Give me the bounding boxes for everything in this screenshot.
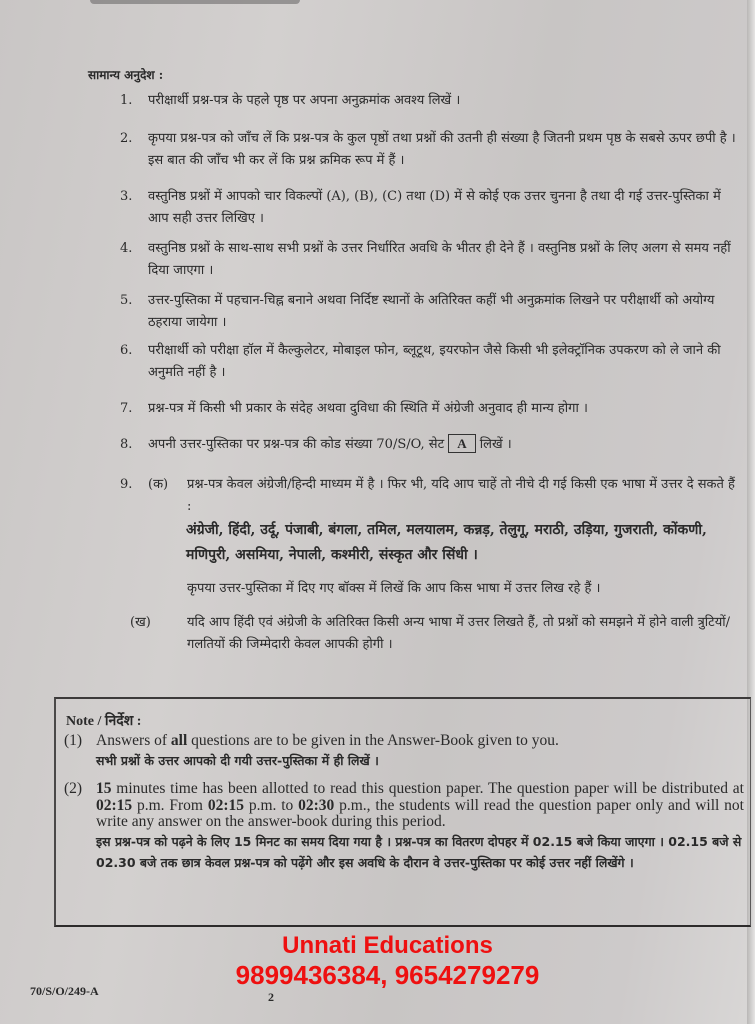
instruction-3: 3. वस्तुनिष्ठ प्रश्नों में आपको चार विकल्पों (A), (B), (C) तथा (D) में से कोई एक उत्तर चुनना है तथा दी गई उत्तर-पुस्तिका में आप सही उत्तर लिखिए । [120,189,721,226]
note-item-2: (2) 15 minutes time has been allotted to read this question paper. The question paper will be distributed at 02:15 p.m. From 02:15 p.m. to 02:30 p.m., the students will read the question paper only and will not write any answer on the answer-book during this period. इस प्रश्न-पत्र को पढ़ने के लिए 15 मिनट का समय दिया गया है । प्रश्न-पत्र का वितरण दोपहर में 02.15 बजे किया जाएगा । 02.15 बजे से 02.30 बजे तक छात्र केवल प्रश्न-पत्र को पढ़ेंगे और इस अवधि के दौरान वे उत्तर-पुस्तिका पर कोई उत्तर नहीं लिखेंगे । [64,781,744,873]
instruction-6: 6. परीक्षार्थी को परीक्षा हॉल में कैल्कुलेटर, मोबाइल फोन, ब्लूटूथ, इयरफोन जैसे किसी भी इलेक्ट्रॉनिक उपकरण को ले जाने की अनुमति नहीं है । [120,343,721,380]
instruction-9a-note: कृपया उत्तर-पुस्तिका में दिए गए बॉक्स में लिखें कि आप किस भाषा में उत्तर लिख रहे हैं । [187,581,601,596]
instruction-4: 4. वस्तुनिष्ठ प्रश्नों के साथ-साथ सभी प्रश्नों के उत्तर निर्धारित अवधि के भीतर ही देने हैं । वस्तुनिष्ठ प्रश्नों के लिए अलग से समय नहीं दिया जाएगा । [120,241,731,278]
watermark-phones: 9899436384, 9654279279 [235,960,540,990]
watermark-name: Unnati Educations [282,932,493,959]
note-box [54,697,751,927]
instruction-2: 2. कृपया प्रश्न-पत्र को जाँच लें कि प्रश्न-पत्र के कुल पृष्ठों तथा प्रश्नों की उतनी ही संख्या है जितनी प्रथम पृष्ठ के सबसे ऊपर छपी है । इस बात की जाँच भी कर लें कि प्रश्न क्रमिक रूप में हैं । [120,131,736,168]
set-code-box: A [448,434,475,453]
page-number: 2 [268,990,274,1004]
instruction-7: 7. प्रश्न-पत्र में किसी भी प्रकार के संदेह अथवा दुविधा की स्थिति में अंग्रेजी अनुवाद ही मान्य होगा । [120,401,588,416]
general-instructions-heading: सामान्य अनुदेश : [88,68,164,82]
instruction-8: 8. अपनी उत्तर-पुस्तिका पर प्रश्न-पत्र की कोड संख्या 70/S/O, सेट A लिखें । [120,436,512,452]
instruction-5: 5. उत्तर-पुस्तिका में पहचान-चिह्न बनाने अथवा निर्दिष्ट स्थानों के अतिरिक्त कहीं भी अनुक्रमांक लिखने पर परीक्षार्थी को अयोग्य ठहराया जायेगा । [120,293,715,330]
paper-code: 70/S/O/249-A [30,984,99,998]
instruction-8-text: अपनी उत्तर-पुस्तिका पर प्रश्न-पत्र की कोड संख्या 70/S/O, सेट [148,437,445,452]
note-item-1-hindi: सभी प्रश्नों के उत्तर आपको दी गयी उत्तर-पुस्तिका में ही लिखें । [96,752,379,768]
language-list: अंग्रेजी, हिंदी, उर्दू, पंजाबी, बंगला, तमिल, मलयालम, कन्नड़, तेलुगू, मराठी, उड़िया, गुजराती, कोंकणी, मणिपुरी, असमिया, नेपाली, कश्मीरी, संस्कृत और सिंधी । [186,522,707,563]
instruction-9a: 9. (क) प्रश्न-पत्र केवल अंग्रेजी/हिन्दी माध्यम में है । फिर भी, यदि आप चाहें तो नीचे दी गई किसी एक भाषा में उत्तर दे सकते हैं : [120,477,735,514]
instruction-9b: (ख) यदि आप हिंदी एवं अंग्रेजी के अतिरिक्त किसी अन्य भाषा में उत्तर लिखते हैं, तो प्रश्नों को समझने में होने वाली त्रुटियों/गलतियों की जिम्मेदारी केवल आपकी होगी । [130,615,731,652]
instruction-8-text-after: लिखें । [479,437,512,452]
note-item-1: (1) Answers of all questions are to be given in the Answer-Book given to you. सभी प्रश्नों के उत्तर आपको दी गयी उत्तर-पुस्तिका में ही लिखें । [64,733,744,771]
note-item-2-hindi: इस प्रश्न-पत्र को पढ़ने के लिए 15 मिनट का समय दिया गया है । प्रश्न-पत्र का वितरण दोपहर में 02.15 बजे किया जाएगा । 02.15 बजे से 02.30 बजे तक छात्र केवल प्रश्न-पत्र को पढ़ेंगे और इस अवधि के दौरान वे उत्तर-पुस्तिका पर कोई उत्तर नहीं लिखेंगे । [96,833,742,870]
note-title: Note / निर्देश : [66,714,142,729]
page-edge-shadow [90,0,300,4]
instruction-1: 1. परीक्षार्थी प्रश्न-पत्र के पहले पृष्ठ पर अपना अनुक्रमांक अवश्य लिखें । [120,93,461,108]
